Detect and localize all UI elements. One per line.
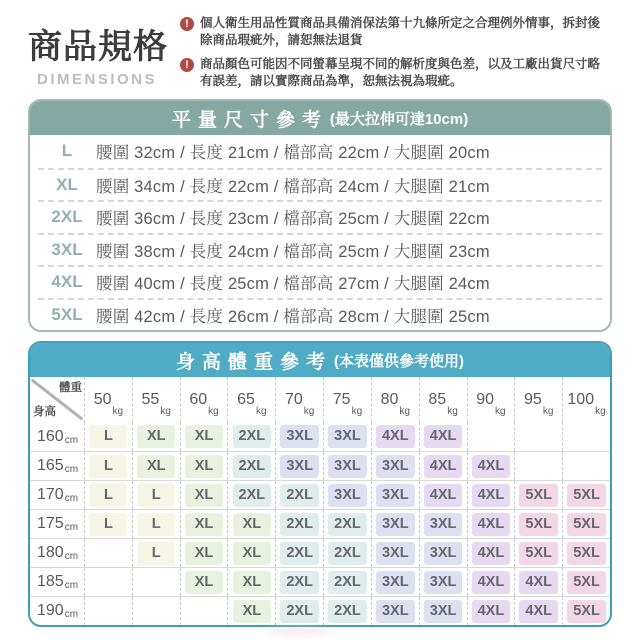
size-chip: 5XL — [519, 513, 558, 536]
size-chip: 5XL — [567, 542, 606, 565]
hw-cell — [323, 422, 371, 451]
table-row — [30, 480, 610, 509]
weight-unit: kg — [303, 406, 315, 417]
height-weight-panel — [28, 341, 612, 627]
hw-cell — [275, 568, 323, 596]
hw-cell — [514, 539, 562, 567]
weight-header-cell — [275, 377, 323, 422]
hw-cell — [227, 597, 275, 625]
hw-cell — [227, 481, 275, 509]
size-row — [38, 135, 602, 168]
size-rows — [30, 135, 610, 330]
size-chip: XL — [137, 455, 175, 478]
size-chip: XL — [233, 571, 271, 594]
size-row — [38, 168, 602, 201]
hw-cell — [562, 568, 610, 596]
size-chip: L — [89, 484, 127, 507]
weight-value: 60 — [189, 390, 208, 408]
size-chip: 2XL — [280, 484, 319, 507]
size-chip: 2XL — [233, 425, 272, 448]
height-label-cell — [30, 597, 84, 625]
size-chip: 3XL — [280, 455, 319, 478]
height-value: 185 — [37, 573, 64, 590]
hw-cell — [419, 422, 467, 451]
hw-cell — [467, 568, 515, 596]
size-label: 4XL — [51, 272, 83, 292]
height-value: 160 — [37, 427, 64, 445]
table-row — [30, 567, 610, 596]
size-chip: 2XL — [280, 600, 319, 623]
height-unit: cm — [64, 522, 79, 533]
size-chip: L — [89, 513, 127, 536]
size-chip: L — [89, 455, 127, 478]
hw-cell — [132, 481, 180, 509]
table-header-row — [30, 377, 610, 422]
size-label: 2XL — [51, 207, 83, 227]
size-chip: 4XL — [519, 600, 558, 623]
hw-cell — [562, 597, 610, 625]
size-chip: 4XL — [424, 425, 463, 448]
size-chip: 3XL — [280, 425, 319, 448]
size-chip: 5XL — [567, 484, 606, 507]
hw-cell — [180, 539, 228, 567]
note-text: 商品顏色可能因不同螢幕呈現不同的解析度與色差，以及工廠出貨尺寸略有誤差，請以實際商品為準，恕無法視為瑕疵。 — [200, 57, 601, 88]
size-chip: 2XL — [328, 600, 367, 623]
size-chip: 4XL — [472, 542, 511, 565]
height-weight-table — [30, 377, 610, 625]
size-chip: L — [89, 425, 127, 448]
size-spec: 腰圍 40cm / 長度 25cm / 檔部高 27cm / 大腿圍 24cm — [96, 275, 490, 294]
size-row — [38, 265, 602, 298]
hw-cell — [419, 568, 467, 596]
size-chip: L — [137, 484, 175, 507]
height-label-cell — [30, 539, 84, 567]
weight-header-cell — [562, 377, 610, 422]
table-row — [30, 596, 610, 625]
size-chip: 2XL — [280, 571, 319, 594]
size-chip: 2XL — [280, 513, 319, 536]
table-row — [30, 422, 610, 451]
weight-value: 100 — [567, 390, 595, 408]
note-text: 個人衛生用品性質商品具備消保法第十九條所定之合理例外情事，拆封後除商品瑕疵外，請恕無法退貨 — [200, 16, 601, 47]
weight-header-cell — [514, 377, 562, 422]
hw-cell — [227, 422, 275, 451]
hw-cell — [467, 510, 515, 538]
hw-cell — [180, 481, 228, 509]
size-spec: 腰圍 36cm / 長度 23cm / 檔部高 25cm / 大腿圍 22cm — [96, 210, 490, 229]
table-row — [30, 451, 610, 480]
height-value: 180 — [37, 544, 64, 561]
hw-cell — [227, 568, 275, 596]
hw-cell — [514, 597, 562, 625]
size-chip: XL — [185, 542, 223, 565]
height-value: 170 — [37, 486, 64, 503]
hw-cell — [514, 510, 562, 538]
hw-cell — [371, 452, 419, 480]
height-label-cell — [30, 510, 84, 538]
hw-cell — [227, 452, 275, 480]
hw-cell — [132, 422, 180, 451]
weight-unit: kg — [595, 406, 606, 417]
size-chip: 4XL — [472, 513, 511, 536]
hw-cell — [180, 510, 228, 538]
table-body — [30, 422, 610, 625]
height-value: 175 — [37, 515, 64, 532]
size-label: 5XL — [51, 304, 83, 324]
hw-cell — [371, 539, 419, 567]
size-chip: 5XL — [567, 571, 606, 594]
hw-cell — [419, 481, 467, 509]
hw-cell — [275, 452, 323, 480]
flat-size-panel — [28, 99, 612, 332]
flat-size-title-note: (最大拉伸可達10cm) — [329, 110, 469, 128]
size-chip: 4XL — [519, 571, 558, 594]
size-chip: XL — [185, 425, 223, 448]
size-chip: XL — [137, 425, 175, 448]
size-chip: XL — [233, 600, 271, 623]
weight-unit: kg — [112, 406, 124, 417]
size-chip: 3XL — [424, 513, 463, 536]
hw-cell — [227, 510, 275, 538]
hw-cell — [275, 539, 323, 567]
size-chip: 5XL — [519, 484, 558, 507]
size-spec: 腰圍 38cm / 長度 24cm / 檔部高 25cm / 大腿圍 23cm — [96, 242, 490, 261]
size-chip: 2XL — [280, 542, 319, 565]
size-chip: 3XL — [376, 600, 415, 623]
weight-value: 70 — [284, 390, 303, 408]
weight-unit: kg — [495, 406, 506, 417]
size-chip: 2XL — [328, 542, 367, 565]
height-label-cell — [30, 422, 84, 451]
height-weight-title-note: (本表僅供參考使用) — [334, 352, 464, 370]
alert-icon: ! — [180, 17, 194, 31]
hw-cell — [275, 481, 323, 509]
hw-cell — [514, 481, 562, 509]
flat-size-title: 平量尺寸參考 — [171, 109, 328, 131]
size-chip: 3XL — [376, 513, 415, 536]
hw-cell — [275, 422, 323, 451]
size-chip: 3XL — [376, 484, 415, 507]
hw-cell — [84, 597, 132, 625]
height-weight-panel-header — [30, 343, 610, 377]
weight-unit: kg — [542, 406, 554, 417]
size-chip: L — [137, 542, 175, 565]
size-chip: 2XL — [328, 513, 367, 536]
hw-cell — [467, 422, 515, 451]
size-chip: 3XL — [328, 455, 367, 478]
hw-cell — [84, 452, 132, 480]
note-item — [180, 15, 612, 49]
weight-unit: kg — [399, 406, 410, 417]
weight-header-cell — [371, 377, 419, 422]
height-unit: cm — [64, 551, 79, 562]
size-chip: XL — [185, 484, 223, 507]
height-unit: cm — [64, 464, 79, 475]
size-chip: XL — [233, 513, 271, 536]
hw-cell — [467, 539, 515, 567]
size-label: XL — [56, 174, 78, 194]
weight-value: 80 — [380, 390, 399, 408]
weight-value: 55 — [141, 390, 160, 408]
hw-cell — [84, 539, 132, 567]
size-chip: 4XL — [424, 455, 463, 478]
height-weight-title: 身高體重參考 — [175, 351, 332, 373]
hw-cell — [371, 510, 419, 538]
weight-value: 90 — [476, 390, 495, 408]
size-label: L — [61, 141, 73, 161]
hw-cell — [419, 452, 467, 480]
hw-cell — [323, 452, 371, 480]
hw-cell — [275, 597, 323, 625]
hw-cell — [323, 539, 371, 567]
weight-header-cell — [180, 377, 228, 422]
hw-cell — [84, 481, 132, 509]
weight-value: 75 — [332, 390, 351, 408]
hw-cell — [132, 539, 180, 567]
page-title: 商品規格 — [28, 28, 168, 66]
size-row — [38, 233, 602, 266]
weight-header-cell — [323, 377, 371, 422]
hw-cell — [323, 481, 371, 509]
hw-cell — [323, 510, 371, 538]
weight-header-cell — [227, 377, 275, 422]
hw-cell — [514, 452, 562, 480]
hw-cell — [562, 510, 610, 538]
size-chip: 4XL — [472, 571, 511, 594]
hw-cell — [419, 597, 467, 625]
hw-cell — [180, 568, 228, 596]
weight-value: 65 — [237, 390, 255, 408]
size-chip: 5XL — [567, 600, 606, 623]
hw-cell — [275, 510, 323, 538]
notes-list — [180, 13, 612, 90]
alert-icon: ! — [180, 58, 194, 72]
weight-value: 85 — [428, 390, 447, 408]
weight-unit: kg — [351, 406, 363, 417]
size-chip: 4XL — [376, 425, 415, 448]
size-chip: XL — [185, 571, 223, 594]
size-spec: 腰圍 32cm / 長度 21cm / 檔部高 22cm / 大腿圍 20cm — [96, 144, 490, 163]
table-row — [30, 509, 610, 538]
hw-cell — [514, 422, 562, 451]
hw-cell — [84, 510, 132, 538]
hw-cell — [562, 539, 610, 567]
size-spec: 腰圍 34cm / 長度 22cm / 檔部高 24cm / 大腿圍 21cm — [96, 177, 490, 196]
hw-cell — [132, 510, 180, 538]
weight-header-cell — [132, 377, 180, 422]
weight-value: 50 — [93, 390, 112, 408]
size-row — [38, 200, 602, 233]
size-chip: 2XL — [328, 571, 367, 594]
height-unit: cm — [64, 435, 79, 446]
hw-cell — [371, 568, 419, 596]
size-chip: 4XL — [472, 455, 511, 478]
hw-cell — [371, 422, 419, 451]
page-subtitle: DIMENSIONS — [36, 71, 157, 88]
hw-cell — [323, 568, 371, 596]
page-header — [28, 13, 612, 90]
size-chip: XL — [185, 513, 223, 536]
weight-value: 95 — [524, 390, 542, 408]
hw-cell — [132, 568, 180, 596]
hw-cell — [180, 422, 228, 451]
size-chip: 5XL — [519, 542, 558, 565]
title-block — [28, 13, 166, 88]
size-chip: L — [137, 513, 175, 536]
size-chip: 3XL — [328, 425, 367, 448]
size-chip: 4XL — [472, 600, 511, 623]
height-label-cell — [30, 568, 84, 596]
size-chip: 3XL — [424, 542, 463, 565]
hw-cell — [514, 568, 562, 596]
corner-weight-label: 體重 — [59, 382, 82, 394]
corner-cell — [30, 377, 84, 422]
height-unit: cm — [64, 580, 79, 591]
size-chip: XL — [185, 455, 223, 478]
hw-cell — [132, 597, 180, 625]
corner-height-label: 身高 — [33, 406, 56, 418]
size-chip: 4XL — [424, 484, 463, 507]
flat-size-panel-header — [30, 101, 610, 135]
size-chip: 3XL — [376, 542, 415, 565]
size-chip: 3XL — [376, 455, 415, 478]
size-chip: 3XL — [424, 571, 463, 594]
background-smudge — [266, 624, 330, 637]
height-value: 190 — [37, 602, 64, 619]
hw-cell — [467, 452, 515, 480]
hw-cell — [84, 422, 132, 451]
size-chip: 5XL — [567, 513, 606, 536]
weight-header-cell — [419, 377, 467, 422]
size-chip: 2XL — [233, 484, 272, 507]
size-chip: XL — [233, 542, 271, 565]
height-unit: cm — [64, 493, 79, 504]
hw-cell — [562, 481, 610, 509]
size-row — [38, 298, 602, 331]
hw-cell — [562, 452, 610, 480]
hw-cell — [419, 539, 467, 567]
table-row — [30, 538, 610, 567]
weight-header-cell — [467, 377, 515, 422]
hw-cell — [371, 481, 419, 509]
weight-unit: kg — [160, 406, 171, 417]
hw-cell — [419, 510, 467, 538]
size-chip: 3XL — [424, 600, 463, 623]
height-label-cell — [30, 452, 84, 480]
size-chip: 3XL — [376, 571, 415, 594]
hw-cell — [323, 597, 371, 625]
height-label-cell — [30, 481, 84, 509]
hw-cell — [132, 452, 180, 480]
weight-header-cell — [84, 377, 132, 422]
hw-cell — [562, 422, 610, 451]
hw-cell — [467, 481, 515, 509]
hw-cell — [180, 597, 228, 625]
weight-unit: kg — [208, 406, 219, 417]
hw-cell — [84, 568, 132, 596]
note-item — [180, 56, 612, 90]
size-spec: 腰圍 42cm / 長度 26cm / 檔部高 28cm / 大腿圍 25cm — [96, 307, 490, 326]
height-value: 165 — [37, 457, 64, 474]
size-chip: 4XL — [472, 484, 511, 507]
size-chip: 2XL — [233, 455, 272, 478]
hw-cell — [371, 597, 419, 625]
hw-cell — [180, 452, 228, 480]
weight-unit: kg — [447, 406, 458, 417]
size-chip: 3XL — [328, 484, 367, 507]
size-label: 3XL — [51, 239, 83, 259]
hw-cell — [467, 597, 515, 625]
hw-cell — [227, 539, 275, 567]
height-unit: cm — [64, 609, 79, 620]
weight-unit: kg — [255, 406, 267, 417]
